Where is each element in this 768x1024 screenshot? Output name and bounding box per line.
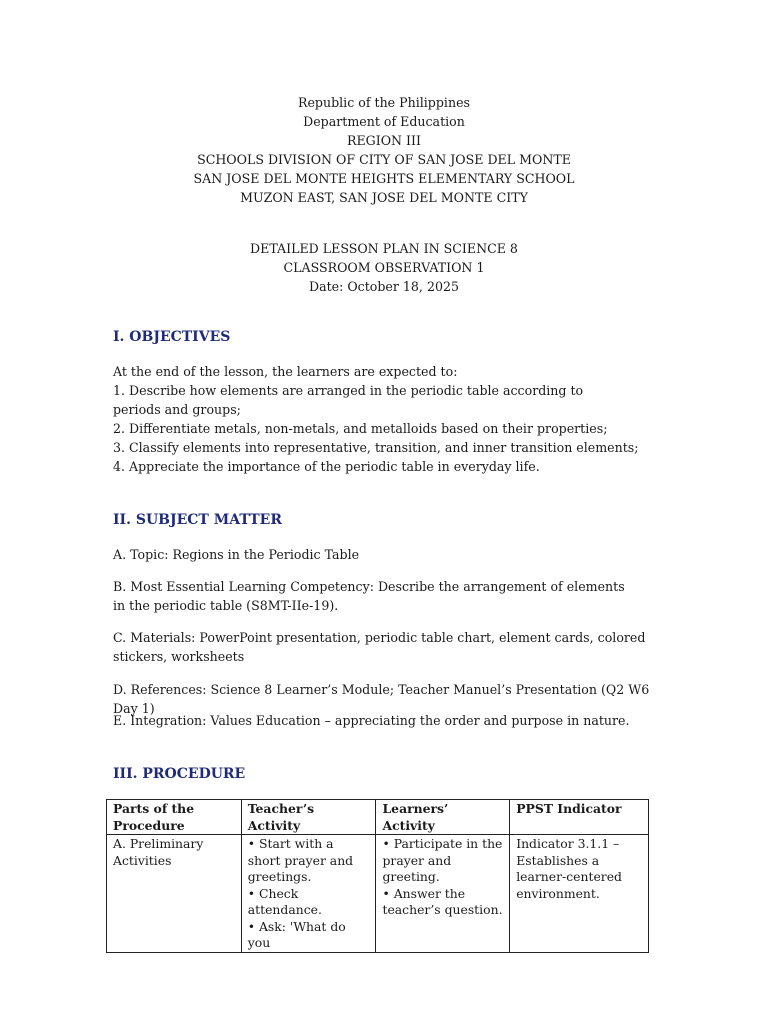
competency-item: B. Most Essential Learning Competency: Describe the arrangement of elements in the periodic table (S8MT-IIe-19). xyxy=(113,579,625,613)
header-line: MUZON EAST, SAN JOSE DEL MONTE CITY xyxy=(240,190,528,205)
objective-item: 4. Appreciate the importance of the periodic table in everyday life. xyxy=(113,459,540,474)
procedure-heading: III. PROCEDURE xyxy=(113,766,246,782)
learners-activity-line: • Participate in the prayer and greeting. xyxy=(382,836,503,884)
column-header-learners: Learners’ Activity xyxy=(376,800,510,835)
lesson-date: Date: October 18, 2025 xyxy=(308,279,459,294)
learners-activity-cell xyxy=(376,835,510,953)
header-line: REGION III xyxy=(347,133,421,148)
header-line: Department of Education xyxy=(303,114,465,129)
references-item: D. References: Science 8 Learner’s Module; Teacher Manuel’s Presentation (Q2 W6 Day 1) xyxy=(113,682,650,716)
header-line: Republic of the Philippines xyxy=(297,95,470,110)
objectives-intro: At the end of the lesson, the learners are expected to: xyxy=(113,364,458,379)
subject-matter-heading: II. SUBJECT MATTER xyxy=(113,512,282,528)
topic-item: A. Topic: Regions in the Periodic Table xyxy=(113,547,360,562)
integration-item: E. Integration: Values Education – appreciating the order and purpose in nature. xyxy=(113,713,630,728)
objectives-heading: I. OBJECTIVES xyxy=(113,329,231,345)
procedure-table-header-row xyxy=(107,800,649,835)
column-header-teacher: Teacher’s Activity xyxy=(241,800,376,835)
learners-activity-line: • Answer the teacher’s question. xyxy=(382,885,503,917)
materials-item: C. Materials: PowerPoint presentation, periodic table chart, element cards, colored stickers, worksheets xyxy=(113,630,646,664)
teacher-activity-line: • Ask: 'What do you xyxy=(247,918,346,950)
procedure-table xyxy=(106,799,649,953)
procedure-part-cell: A. Preliminary Activities xyxy=(107,835,242,953)
objective-item: 3. Classify elements into representative, transition, and inner transition elements; xyxy=(113,440,639,455)
header-line: SCHOOLS DIVISION OF CITY OF SAN JOSE DEL MONTE xyxy=(197,152,571,167)
teacher-activity-line: • Check attendance. xyxy=(247,885,322,917)
ppst-indicator-cell: Indicator 3.1.1 – Establishes a learner-centered environment. xyxy=(510,835,649,953)
header-line: SAN JOSE DEL MONTE HEIGHTS ELEMENTARY SCHOOL xyxy=(193,171,575,186)
teacher-activity-line: • Start with a short prayer and greetings. xyxy=(247,836,354,884)
column-header-ppst: PPST Indicator xyxy=(510,800,649,835)
teacher-activity-cell xyxy=(241,835,376,953)
observation-label: CLASSROOM OBSERVATION 1 xyxy=(283,260,485,275)
objectives-list xyxy=(113,362,639,476)
objective-item: 2. Differentiate metals, non-metals, and metalloids based on their properties; xyxy=(113,421,608,436)
objective-item: 1. Describe how elements are arranged in the periodic table according to periods and groups; xyxy=(113,383,584,417)
table-row xyxy=(107,835,649,953)
lesson-title: DETAILED LESSON PLAN IN SCIENCE 8 xyxy=(250,241,518,256)
school-header xyxy=(0,93,768,207)
column-header-parts: Parts of the Procedure xyxy=(107,800,242,835)
lesson-title-block xyxy=(0,239,768,296)
